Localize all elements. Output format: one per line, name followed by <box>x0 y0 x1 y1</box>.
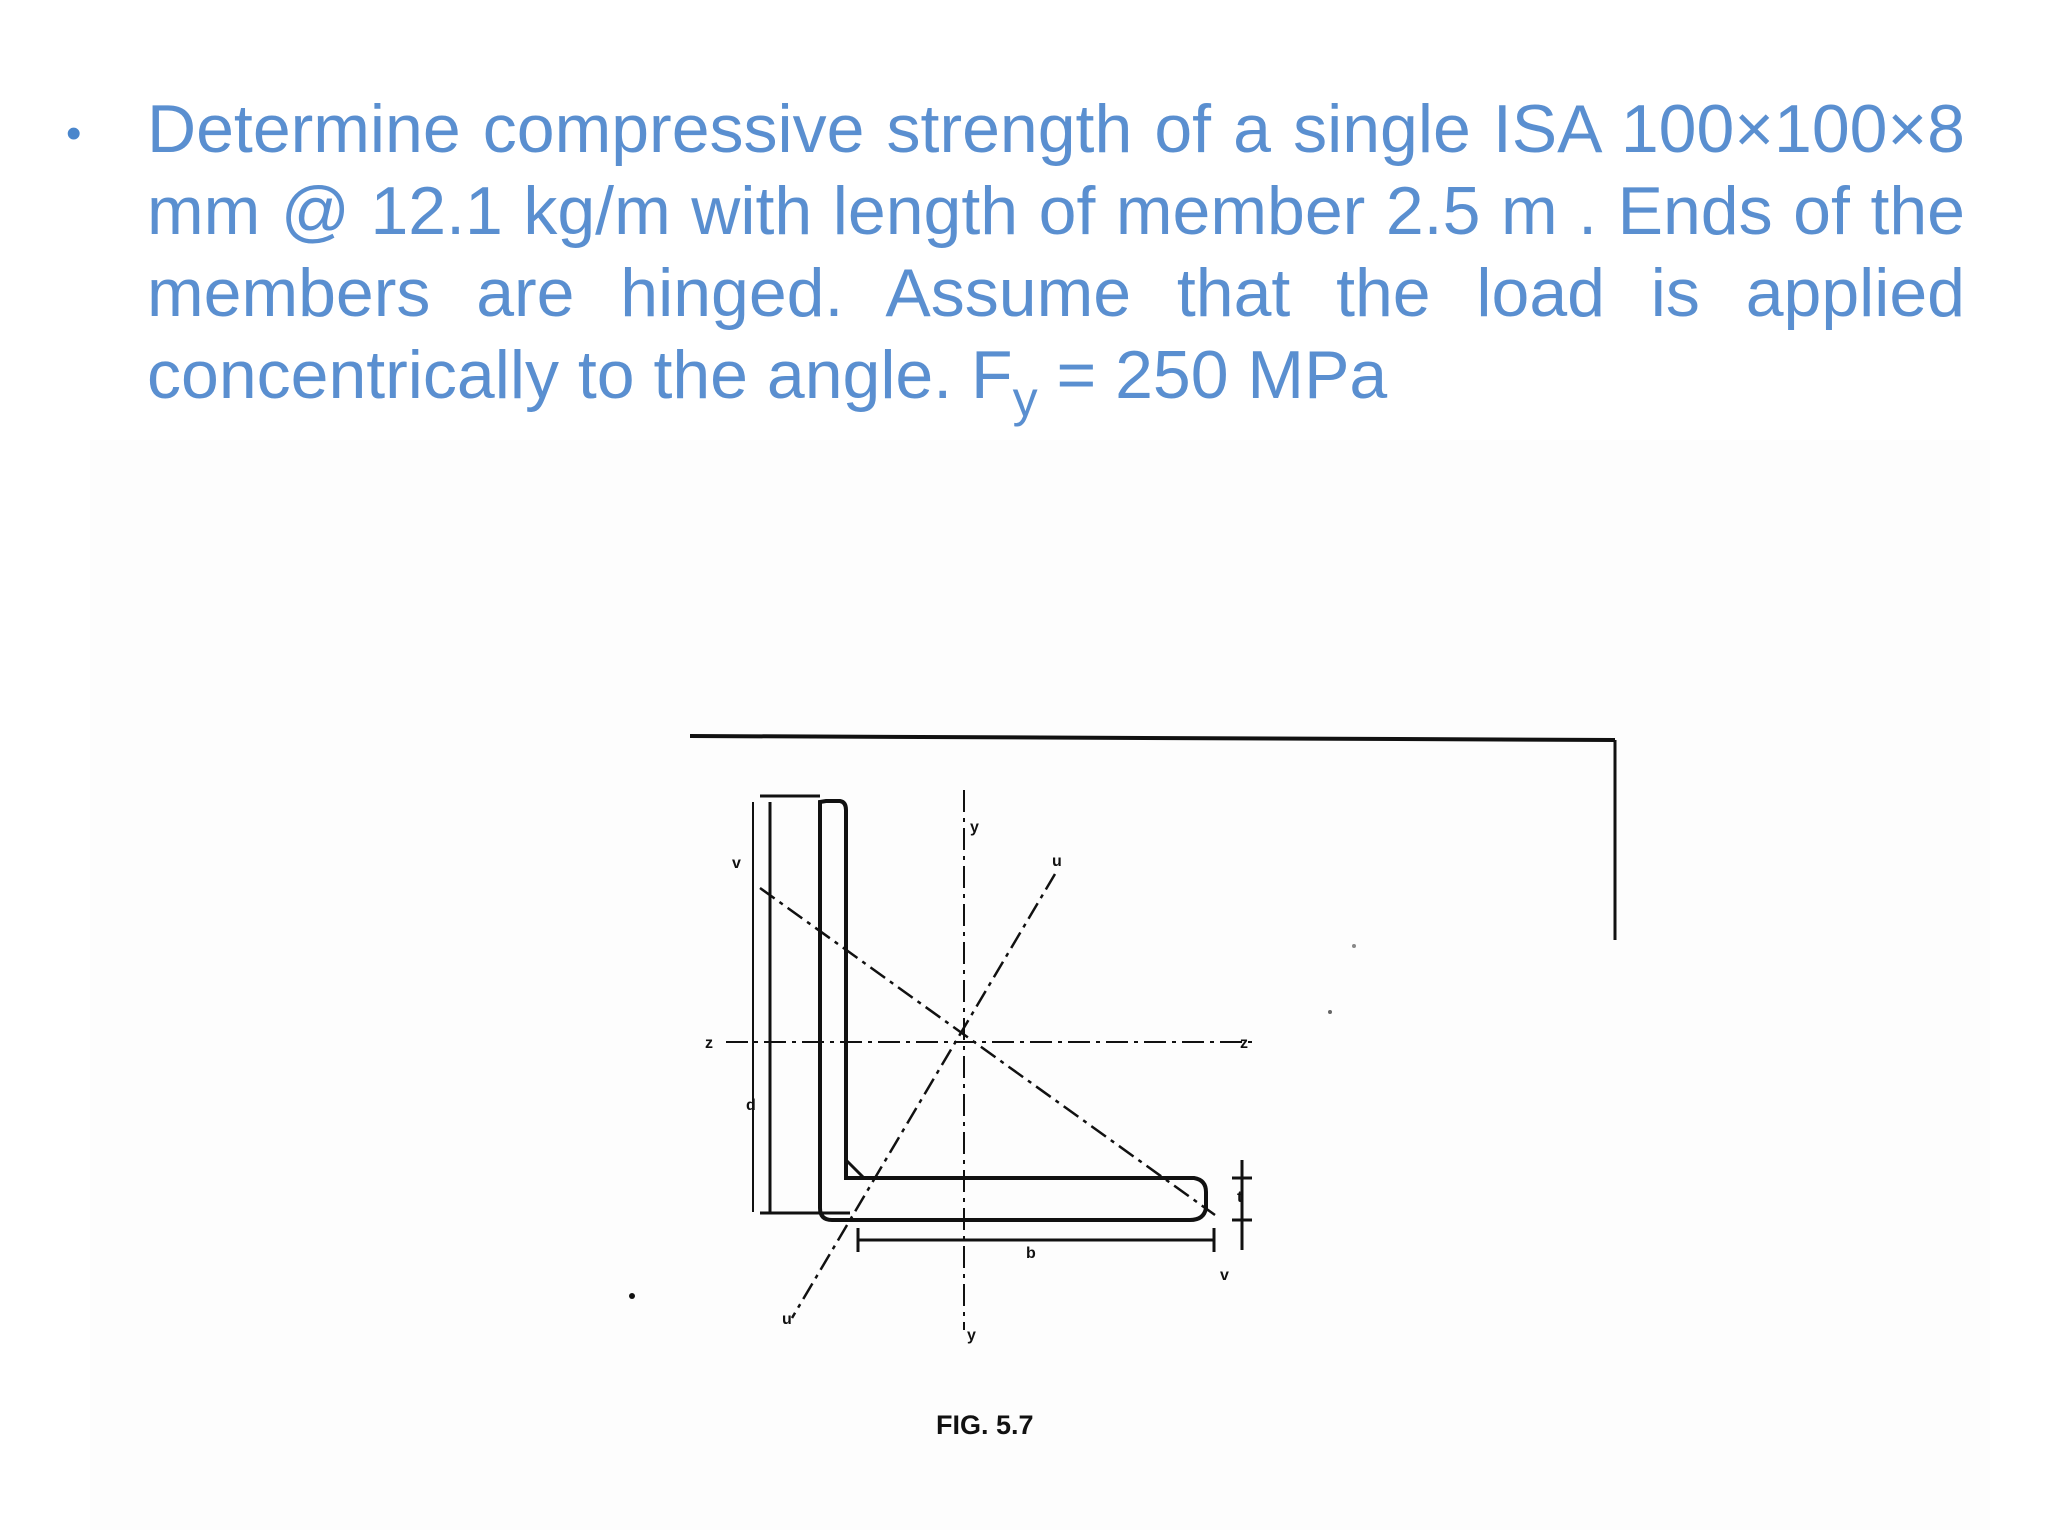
problem-text <box>147 88 1965 427</box>
label-t: t <box>1237 1189 1243 1206</box>
label-z-right: z <box>1240 1035 1248 1052</box>
label-u-top: u <box>1052 853 1062 870</box>
label-d: d <box>746 1097 756 1114</box>
label-z-left: z <box>705 1035 713 1052</box>
angle-section-drawing <box>90 440 1990 1530</box>
scan-speck <box>1328 1010 1332 1014</box>
label-v-top: v <box>732 855 741 872</box>
label-u-bottom: u <box>782 1311 792 1328</box>
v-axis <box>760 888 1215 1215</box>
scan-speck <box>629 1293 635 1299</box>
angle-outline <box>820 801 1206 1220</box>
scan-speck <box>1352 944 1356 948</box>
label-y-top: y <box>970 819 979 836</box>
scan-border-top <box>690 736 1615 740</box>
angle-inner-fillet <box>846 1160 864 1178</box>
u-axis <box>792 874 1055 1318</box>
problem-text-tail: = 250 MPa <box>1037 337 1388 413</box>
problem-text-main: Determine compressive strength of a single ISA 100×100×8 mm @ 12.1 kg/m with length of member 2.5 m . Ends of the members are hinged. Assume that the load is applied concentrically to the angle. F <box>147 91 1965 413</box>
label-v-bottom: v <box>1220 1267 1229 1284</box>
label-b: b <box>1026 1245 1036 1262</box>
bullet-marker: • <box>66 109 82 158</box>
figure-caption: FIG. 5.7 <box>936 1410 1034 1440</box>
angle-section-figure <box>90 440 1990 1530</box>
label-y-bottom: y <box>967 1327 976 1344</box>
yield-subscript: y <box>1012 371 1038 427</box>
